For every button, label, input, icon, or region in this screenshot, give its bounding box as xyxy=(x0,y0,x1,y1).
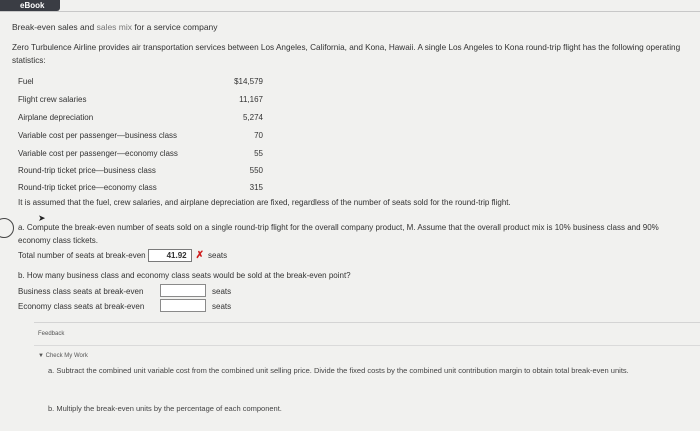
sales-mix-link[interactable]: sales mix xyxy=(96,22,133,32)
business-seats-units: seats xyxy=(212,287,232,296)
title-prefix: Break-even sales and xyxy=(12,22,97,32)
stat-label-depreciation: Airplane depreciation xyxy=(18,113,94,122)
stat-value-varcost-economy: 55 xyxy=(254,149,263,158)
mouse-cursor-icon: ➤ xyxy=(38,213,46,223)
incorrect-x-icon: ✗ xyxy=(195,250,205,261)
hint-part-a: a. Subtract the combined unit variable cost from the combined unit selling price. Divide the fixed costs by the combined unit contribution margin to obtain total break-even units. xyxy=(48,366,629,375)
stat-label-varcost-business: Variable cost per passenger—business class xyxy=(18,131,178,140)
stat-label-fuel: Fuel xyxy=(18,77,34,86)
economy-seats-label: Economy class seats at break-even xyxy=(18,302,145,311)
assumption-note: It is assumed that the fuel, crew salaries, and airplane depreciation are fixed, regardless of the number of seats sold for the round-trip flight. xyxy=(18,198,511,207)
stat-value-depreciation: 5,274 xyxy=(242,113,263,122)
title-suffix: for a service company xyxy=(132,22,218,32)
stat-value-crew: 11,167 xyxy=(239,95,263,104)
stat-value-varcost-business: 70 xyxy=(254,131,263,140)
stat-value-fuel: $14,579 xyxy=(234,77,263,86)
check-my-work-toggle[interactable]: ▼ Check My Work xyxy=(38,353,88,359)
business-seats-label: Business class seats at break-even xyxy=(18,287,144,296)
economy-seats-input[interactable] xyxy=(160,299,206,312)
problem-intro: Zero Turbulence Airline provides air transportation services between Los Angeles, California, and Kona, Hawaii. A single Los Angeles to Kona round-trip flight has the following operating statistics: xyxy=(12,43,681,65)
ebook-tab[interactable]: eBook xyxy=(0,0,60,11)
business-seats-input[interactable] xyxy=(160,284,206,297)
feedback-label: Feedback xyxy=(38,331,65,337)
hint-part-b: b. Multiply the break-even units by the percentage of each component. xyxy=(48,404,282,413)
feedback-panel xyxy=(34,322,700,431)
feedback-divider xyxy=(34,345,700,346)
problem-title xyxy=(12,22,218,32)
stat-label-price-business: Round-trip ticket price—business class xyxy=(18,166,156,175)
part-a-answer-row xyxy=(18,249,227,262)
stat-value-price-business: 550 xyxy=(249,166,263,175)
part-a-label: Total number of seats at break-even xyxy=(18,251,146,260)
break-even-seats-input[interactable]: 41.92 xyxy=(148,249,192,262)
stat-label-price-economy: Round-trip ticket price—economy class xyxy=(18,183,157,192)
part-a-units: seats xyxy=(208,251,228,260)
stat-label-crew: Flight crew salaries xyxy=(18,95,87,104)
stat-label-varcost-economy: Variable cost per passenger—economy class xyxy=(18,149,178,158)
part-a-question: a. Compute the break-even number of seats sold on a single round-trip flight for the overall company product, M. Assume that the overall product mix is 10% business class and 90% economy class tickets. xyxy=(18,223,659,245)
economy-seats-units: seats xyxy=(212,302,232,311)
circle-indicator-icon xyxy=(0,218,14,238)
part-b-question: b. How many business class and economy class seats would be sold at the break-even point? xyxy=(18,271,351,280)
stat-value-price-economy: 315 xyxy=(249,183,263,192)
header-divider xyxy=(0,11,700,12)
